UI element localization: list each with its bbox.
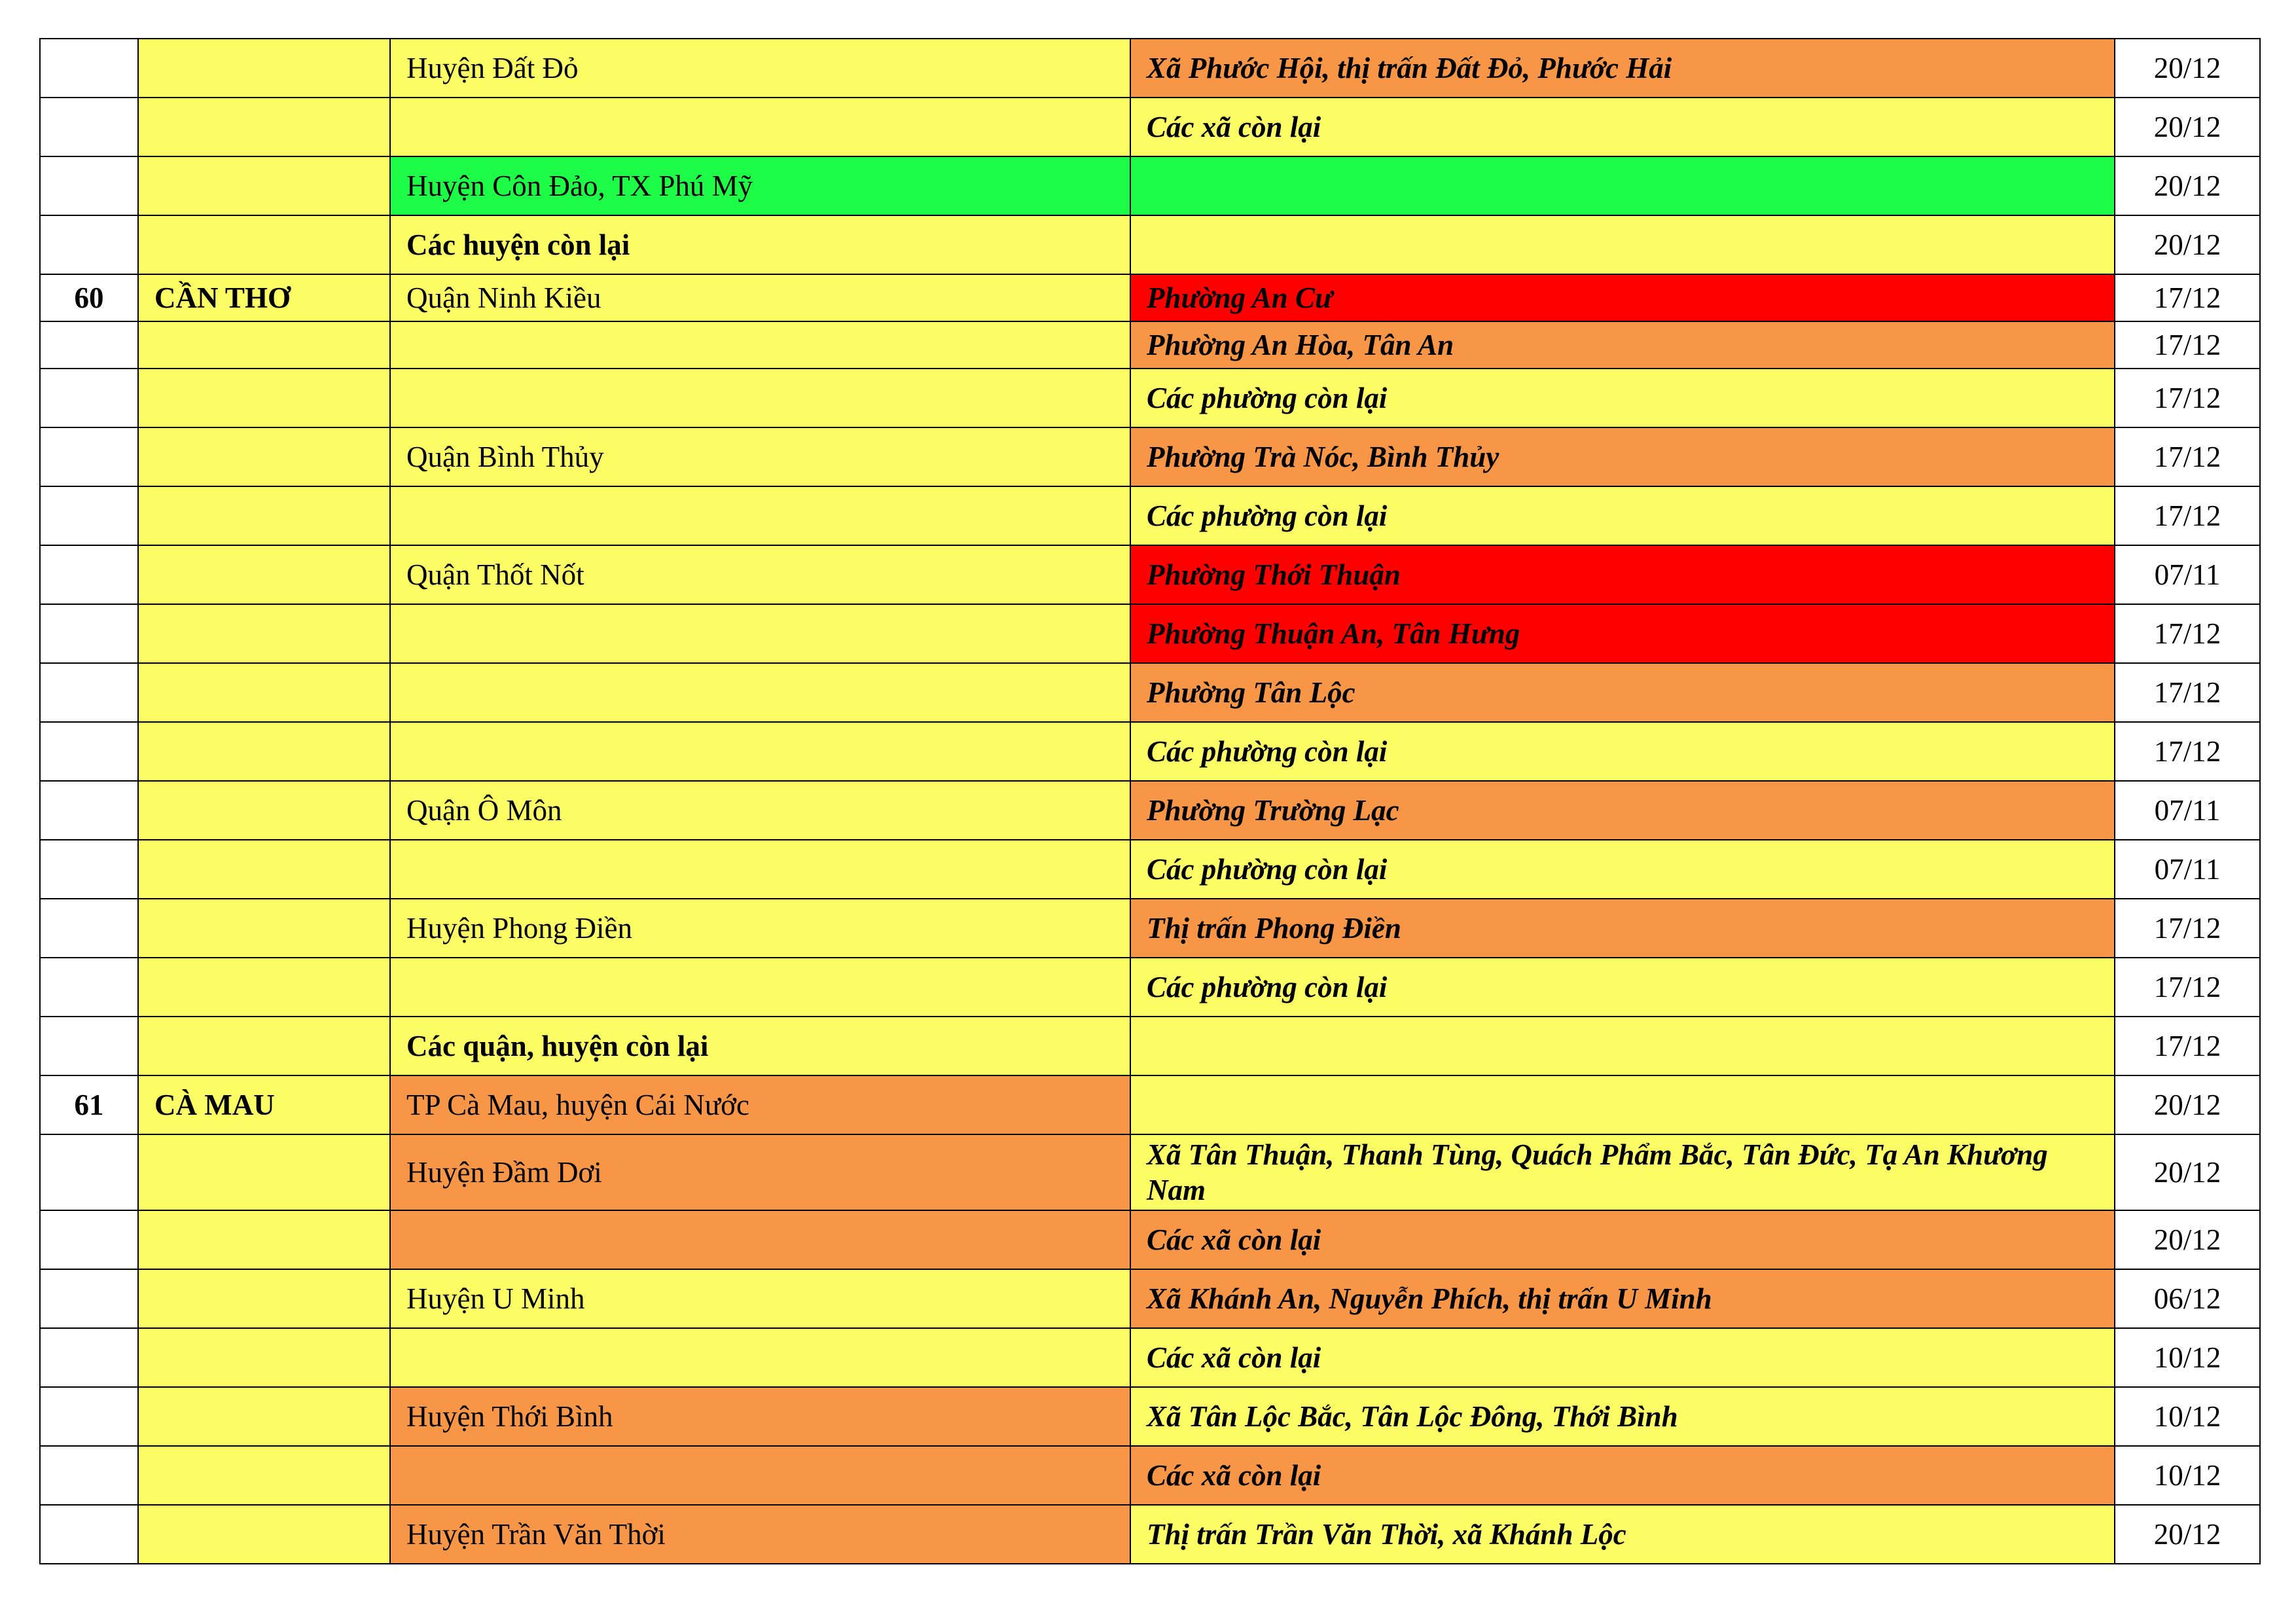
cell-district: Quận Ninh Kiều (390, 274, 1130, 321)
cell-date: 07/11 (2115, 545, 2260, 604)
cell-ward: Các xã còn lại (1130, 98, 2115, 156)
cell-date: 10/12 (2115, 1446, 2260, 1505)
cell-ward: Phường Trà Nóc, Bình Thủy (1130, 427, 2115, 486)
cell-province (138, 722, 390, 781)
cell-date: 17/12 (2115, 604, 2260, 663)
cell-district (390, 1328, 1130, 1387)
cell-province (138, 663, 390, 722)
risk-level-table (39, 38, 2261, 1564)
cell-district (390, 98, 1130, 156)
cell-district (390, 486, 1130, 545)
cell-province (138, 781, 390, 840)
table-row (40, 1269, 2260, 1328)
table-row (40, 1505, 2260, 1564)
cell-district (390, 604, 1130, 663)
table-row (40, 274, 2260, 321)
cell-stt (40, 98, 138, 156)
cell-date: 17/12 (2115, 486, 2260, 545)
table-row (40, 781, 2260, 840)
cell-date: 20/12 (2115, 215, 2260, 274)
cell-district: Huyện Trần Văn Thời (390, 1505, 1130, 1564)
table-row (40, 1017, 2260, 1075)
cell-ward: Các phường còn lại (1130, 369, 2115, 427)
cell-stt (40, 722, 138, 781)
table-row (40, 156, 2260, 215)
table-row (40, 486, 2260, 545)
cell-stt (40, 1446, 138, 1505)
cell-date: 20/12 (2115, 1075, 2260, 1134)
cell-ward: Các xã còn lại (1130, 1446, 2115, 1505)
cell-district: Huyện Đất Đỏ (390, 39, 1130, 98)
cell-district (390, 1210, 1130, 1269)
cell-stt (40, 486, 138, 545)
cell-stt (40, 369, 138, 427)
cell-date: 20/12 (2115, 1210, 2260, 1269)
cell-stt (40, 899, 138, 958)
cell-ward: Xã Tân Lộc Bắc, Tân Lộc Đông, Thới Bình (1130, 1387, 2115, 1446)
cell-province (138, 427, 390, 486)
cell-province (138, 39, 390, 98)
cell-district: TP Cà Mau, huyện Cái Nước (390, 1075, 1130, 1134)
cell-district (390, 663, 1130, 722)
table-row (40, 840, 2260, 899)
cell-ward: Các phường còn lại (1130, 486, 2115, 545)
cell-date: 17/12 (2115, 1017, 2260, 1075)
cell-ward (1130, 215, 2115, 274)
cell-province (138, 1134, 390, 1210)
cell-stt (40, 840, 138, 899)
cell-province: CÀ MAU (138, 1075, 390, 1134)
cell-district (390, 1446, 1130, 1505)
table-row (40, 39, 2260, 98)
cell-province (138, 545, 390, 604)
table-row (40, 545, 2260, 604)
cell-ward: Các phường còn lại (1130, 722, 2115, 781)
table-row (40, 604, 2260, 663)
cell-district (390, 369, 1130, 427)
table-row (40, 722, 2260, 781)
cell-date: 20/12 (2115, 39, 2260, 98)
cell-district: Huyện Đầm Dơi (390, 1134, 1130, 1210)
cell-province (138, 486, 390, 545)
cell-ward (1130, 1017, 2115, 1075)
cell-stt (40, 1505, 138, 1564)
cell-province (138, 215, 390, 274)
cell-stt (40, 156, 138, 215)
cell-date: 17/12 (2115, 663, 2260, 722)
cell-ward: Thị trấn Trần Văn Thời, xã Khánh Lộc (1130, 1505, 2115, 1564)
table-row (40, 1075, 2260, 1134)
table-row (40, 215, 2260, 274)
cell-stt: 60 (40, 274, 138, 321)
cell-ward: Phường Tân Lộc (1130, 663, 2115, 722)
cell-ward: Phường Trường Lạc (1130, 781, 2115, 840)
cell-district: Huyện Phong Điền (390, 899, 1130, 958)
cell-ward: Các xã còn lại (1130, 1328, 2115, 1387)
cell-district: Các huyện còn lại (390, 215, 1130, 274)
cell-ward: Phường Thới Thuận (1130, 545, 2115, 604)
table-body (40, 39, 2260, 1564)
cell-ward: Các phường còn lại (1130, 840, 2115, 899)
cell-province (138, 1387, 390, 1446)
cell-province (138, 604, 390, 663)
cell-district: Huyện U Minh (390, 1269, 1130, 1328)
cell-stt (40, 781, 138, 840)
table-row (40, 98, 2260, 156)
cell-date: 10/12 (2115, 1328, 2260, 1387)
cell-province (138, 958, 390, 1017)
cell-stt (40, 321, 138, 369)
cell-district (390, 722, 1130, 781)
cell-stt (40, 1387, 138, 1446)
cell-province (138, 899, 390, 958)
cell-province (138, 1017, 390, 1075)
cell-stt (40, 215, 138, 274)
cell-ward (1130, 156, 2115, 215)
cell-province (138, 1269, 390, 1328)
cell-date: 20/12 (2115, 1505, 2260, 1564)
cell-date: 17/12 (2115, 321, 2260, 369)
cell-stt (40, 958, 138, 1017)
cell-ward: Xã Tân Thuận, Thanh Tùng, Quách Phẩm Bắc, Tân Đức, Tạ An Khương Nam (1130, 1134, 2115, 1210)
cell-ward: Xã Phước Hội, thị trấn Đất Đỏ, Phước Hải (1130, 39, 2115, 98)
cell-district (390, 321, 1130, 369)
cell-ward: Phường An Cư (1130, 274, 2115, 321)
table-row (40, 1328, 2260, 1387)
cell-ward (1130, 1075, 2115, 1134)
cell-stt (40, 427, 138, 486)
table-row (40, 958, 2260, 1017)
cell-date: 06/12 (2115, 1269, 2260, 1328)
cell-date: 20/12 (2115, 156, 2260, 215)
cell-district: Huyện Thới Bình (390, 1387, 1130, 1446)
cell-province (138, 1446, 390, 1505)
table-row (40, 1387, 2260, 1446)
cell-province (138, 156, 390, 215)
cell-province (138, 321, 390, 369)
cell-district: Quận Bình Thủy (390, 427, 1130, 486)
cell-date: 20/12 (2115, 1134, 2260, 1210)
cell-date: 17/12 (2115, 899, 2260, 958)
cell-stt (40, 1269, 138, 1328)
cell-stt (40, 1328, 138, 1387)
cell-stt (40, 39, 138, 98)
cell-district (390, 840, 1130, 899)
table-row (40, 427, 2260, 486)
cell-date: 17/12 (2115, 958, 2260, 1017)
cell-stt (40, 663, 138, 722)
cell-date: 07/11 (2115, 840, 2260, 899)
cell-date: 17/12 (2115, 722, 2260, 781)
cell-stt: 61 (40, 1075, 138, 1134)
cell-district: Huyện Côn Đảo, TX Phú Mỹ (390, 156, 1130, 215)
cell-ward: Các phường còn lại (1130, 958, 2115, 1017)
cell-district: Quận Ô Môn (390, 781, 1130, 840)
table-row (40, 321, 2260, 369)
cell-district (390, 958, 1130, 1017)
cell-date: 17/12 (2115, 427, 2260, 486)
cell-date: 20/12 (2115, 98, 2260, 156)
cell-ward: Xã Khánh An, Nguyễn Phích, thị trấn U Minh (1130, 1269, 2115, 1328)
cell-stt (40, 604, 138, 663)
cell-ward: Phường Thuận An, Tân Hưng (1130, 604, 2115, 663)
table-row (40, 663, 2260, 722)
cell-ward: Các xã còn lại (1130, 1210, 2115, 1269)
cell-ward: Thị trấn Phong Điền (1130, 899, 2115, 958)
cell-stt (40, 545, 138, 604)
cell-date: 10/12 (2115, 1387, 2260, 1446)
table-row (40, 369, 2260, 427)
table-row (40, 1446, 2260, 1505)
cell-province (138, 1505, 390, 1564)
cell-province: CẦN THƠ (138, 274, 390, 321)
cell-district: Quận Thốt Nốt (390, 545, 1130, 604)
cell-province (138, 98, 390, 156)
cell-date: 17/12 (2115, 369, 2260, 427)
table-row (40, 1210, 2260, 1269)
cell-province (138, 1210, 390, 1269)
cell-ward: Phường An Hòa, Tân An (1130, 321, 2115, 369)
cell-district: Các quận, huyện còn lại (390, 1017, 1130, 1075)
cell-stt (40, 1017, 138, 1075)
cell-stt (40, 1134, 138, 1210)
cell-date: 17/12 (2115, 274, 2260, 321)
cell-stt (40, 1210, 138, 1269)
cell-province (138, 369, 390, 427)
cell-province (138, 840, 390, 899)
table-row (40, 899, 2260, 958)
cell-province (138, 1328, 390, 1387)
cell-date: 07/11 (2115, 781, 2260, 840)
table-row (40, 1134, 2260, 1210)
